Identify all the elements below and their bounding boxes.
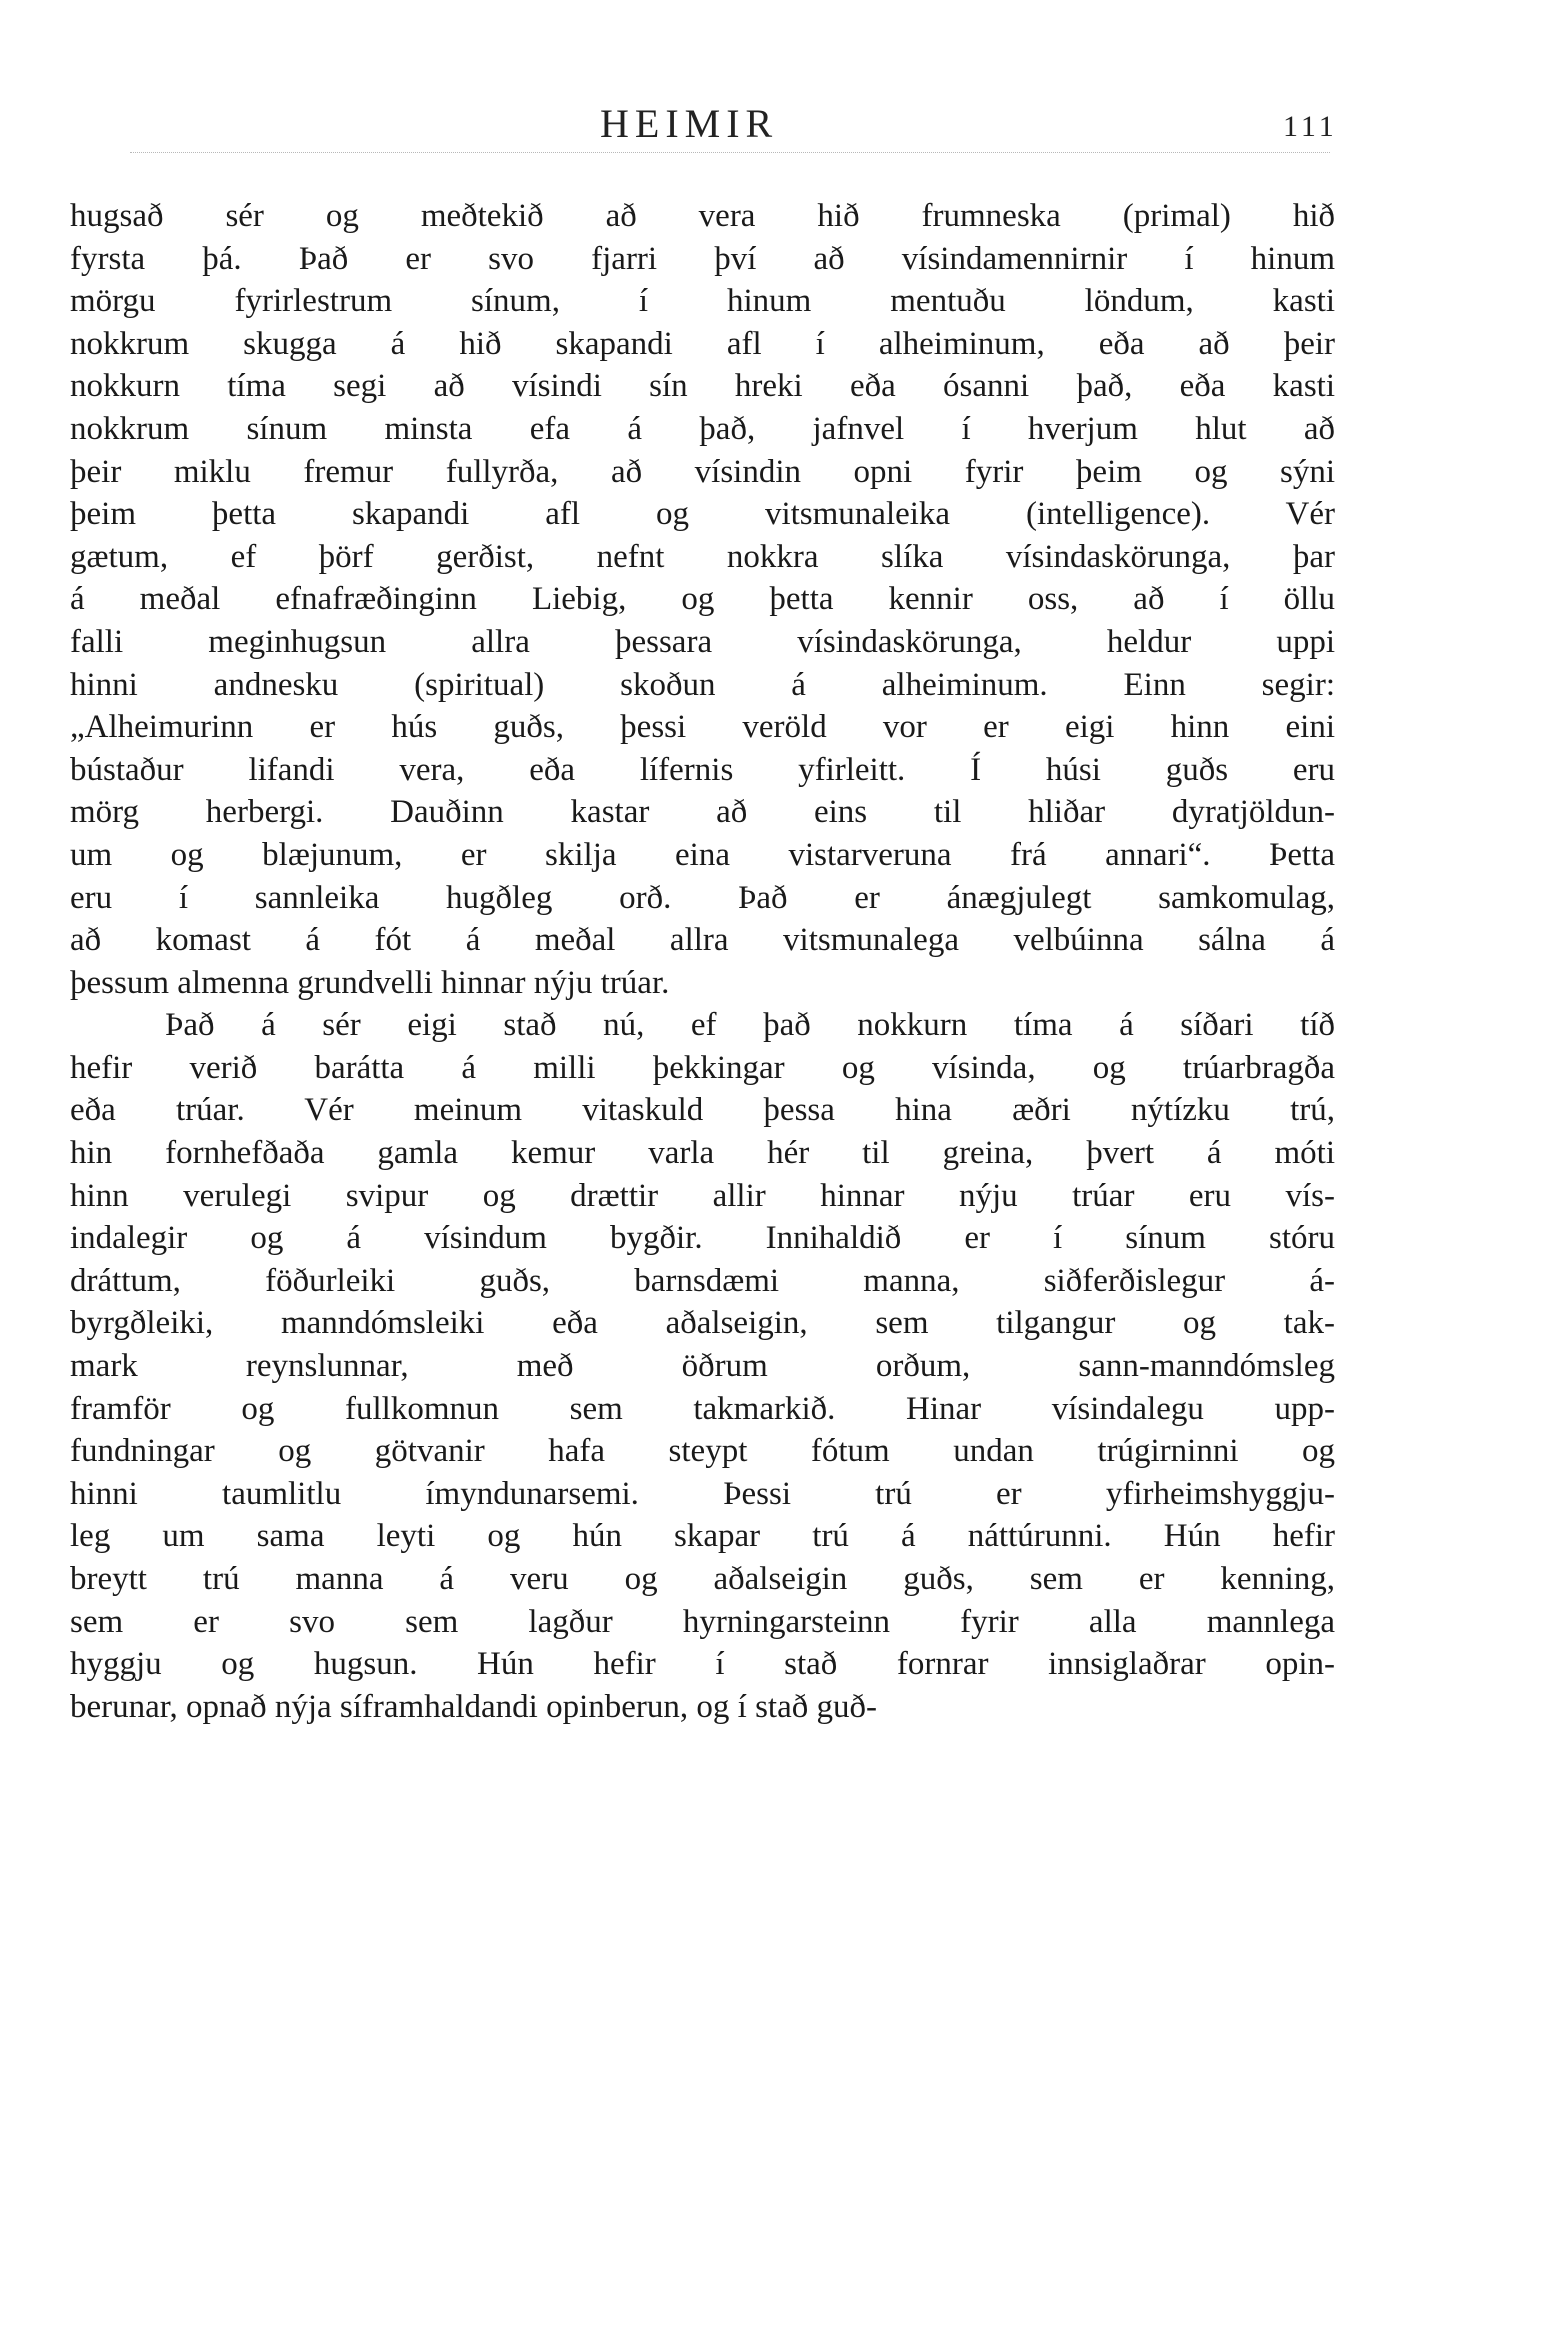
text-line: þeir miklu fremur fullyrða, að vísindin opni fyrir þeim og sýni <box>70 453 1335 490</box>
text-line: hinn verulegi svipur og drættir allir hinnar nýju trúar eru vís- <box>70 1177 1335 1214</box>
text-line: fyrsta þá. Það er svo fjarri því að vísindamennirnir í hinum <box>70 240 1335 277</box>
text-line: þeim þetta skapandi afl og vitsmunaleika (intelligence). Vér <box>70 496 1335 533</box>
running-head <box>0 100 1547 160</box>
body-text <box>70 195 1335 1728</box>
text-line: fundningar og götvanir hafa steypt fótum undan trúgirninni og <box>70 1433 1335 1470</box>
text-line: nokkurn tíma segi að vísindi sín hreki eða ósanni það, eða kasti <box>70 368 1335 405</box>
text-line: indalegir og á vísindum bygðir. Innihaldið er í sínum stóru <box>70 1220 1335 1257</box>
paragraph <box>70 195 1335 1004</box>
text-line: hyggju og hugsun. Hún hefir í stað fornrar innsiglaðrar opin- <box>70 1646 1335 1683</box>
text-line: leg um sama leyti og hún skapar trú á náttúrunni. Hún hefir <box>70 1518 1335 1555</box>
running-title: HEIMIR <box>600 101 779 146</box>
text-line: hefir verið barátta á milli þekkingar og vísinda, og trúarbragða <box>70 1049 1335 1086</box>
text-line: gætum, ef þörf gerðist, nefnt nokkra slíka vísindaskörunga, þar <box>70 538 1335 575</box>
paragraphs <box>70 195 1335 1728</box>
header-rule <box>130 152 1330 153</box>
text-line: sem er svo sem lagður hyrningarsteinn fyrir alla mannlega <box>70 1603 1335 1640</box>
text-line: hin fornhefðaða gamla kemur varla hér til greina, þvert á móti <box>70 1135 1335 1172</box>
text-line: bústaður lifandi vera, eða lífernis yfirleitt. Í húsi guðs eru <box>70 751 1335 788</box>
text-line: framför og fullkomnun sem takmarkið. Hinar vísindalegu upp- <box>70 1390 1335 1427</box>
text-line: hinni andnesku (spiritual) skoðun á alheiminum. Einn segir: <box>70 666 1335 703</box>
paragraph <box>70 1004 1335 1728</box>
text-line: hugsað sér og meðtekið að vera hið frumneska (primal) hið <box>70 198 1335 234</box>
text-line: mörgu fyrirlestrum sínum, í hinum mentuðu löndum, kasti <box>70 283 1335 320</box>
text-line: falli meginhugsun allra þessara vísindaskörunga, heldur uppi <box>70 623 1335 660</box>
text-line: breytt trú manna á veru og aðalseigin guðs, sem er kenning, <box>70 1561 1335 1597</box>
text-line: Það á sér eigi stað nú, ef það nokkurn tíma á síðari tíð <box>165 1007 1335 1044</box>
text-line: „Alheimurinn er hús guðs, þessi veröld vor er eigi hinn eini <box>70 709 1335 746</box>
text-line: mark reynslunnar, með öðrum orðum, sann-manndómsleg <box>70 1348 1335 1385</box>
text-line: nokkrum skugga á hið skapandi afl í alheiminum, eða að þeir <box>70 325 1335 362</box>
text-line: byrgðleiki, manndómsleiki eða aðalseigin, sem tilgangur og tak- <box>70 1305 1335 1342</box>
text-line: á meðal efnafræðinginn Liebig, og þetta kennir oss, að í öllu <box>70 581 1335 618</box>
text-line: eru í sannleika hugðleg orð. Það er ánægjulegt samkomulag, <box>70 879 1335 916</box>
text-line: að komast á fót á meðal allra vitsmunalega velbúinna sálna á <box>70 922 1335 959</box>
text-line: um og blæjunum, er skilja eina vistarveruna frá annari“. Þetta <box>70 836 1335 873</box>
text-line: eða trúar. Vér meinum vitaskuld þessa hina æðri nýtízku trú, <box>70 1092 1335 1129</box>
text-line: mörg herbergi. Dauðinn kastar að eins til hliðar dyratjöldun- <box>70 794 1335 831</box>
text-line: þessum almenna grundvelli hinnar nýju trúar. <box>70 964 670 1001</box>
text-line: nokkrum sínum minsta efa á það, jafnvel í hverjum hlut að <box>70 410 1335 447</box>
text-line: dráttum, föðurleiki guðs, barnsdæmi manna, siðferðislegur á- <box>70 1262 1335 1299</box>
text-line: hinni taumlitlu ímyndunarsemi. Þessi trú er yfirheimshyggju- <box>70 1475 1335 1512</box>
text-line: berunar, opnað nýja síframhaldandi opinberun, og í stað guð- <box>70 1688 877 1725</box>
page-number: 111 <box>1283 110 1338 143</box>
